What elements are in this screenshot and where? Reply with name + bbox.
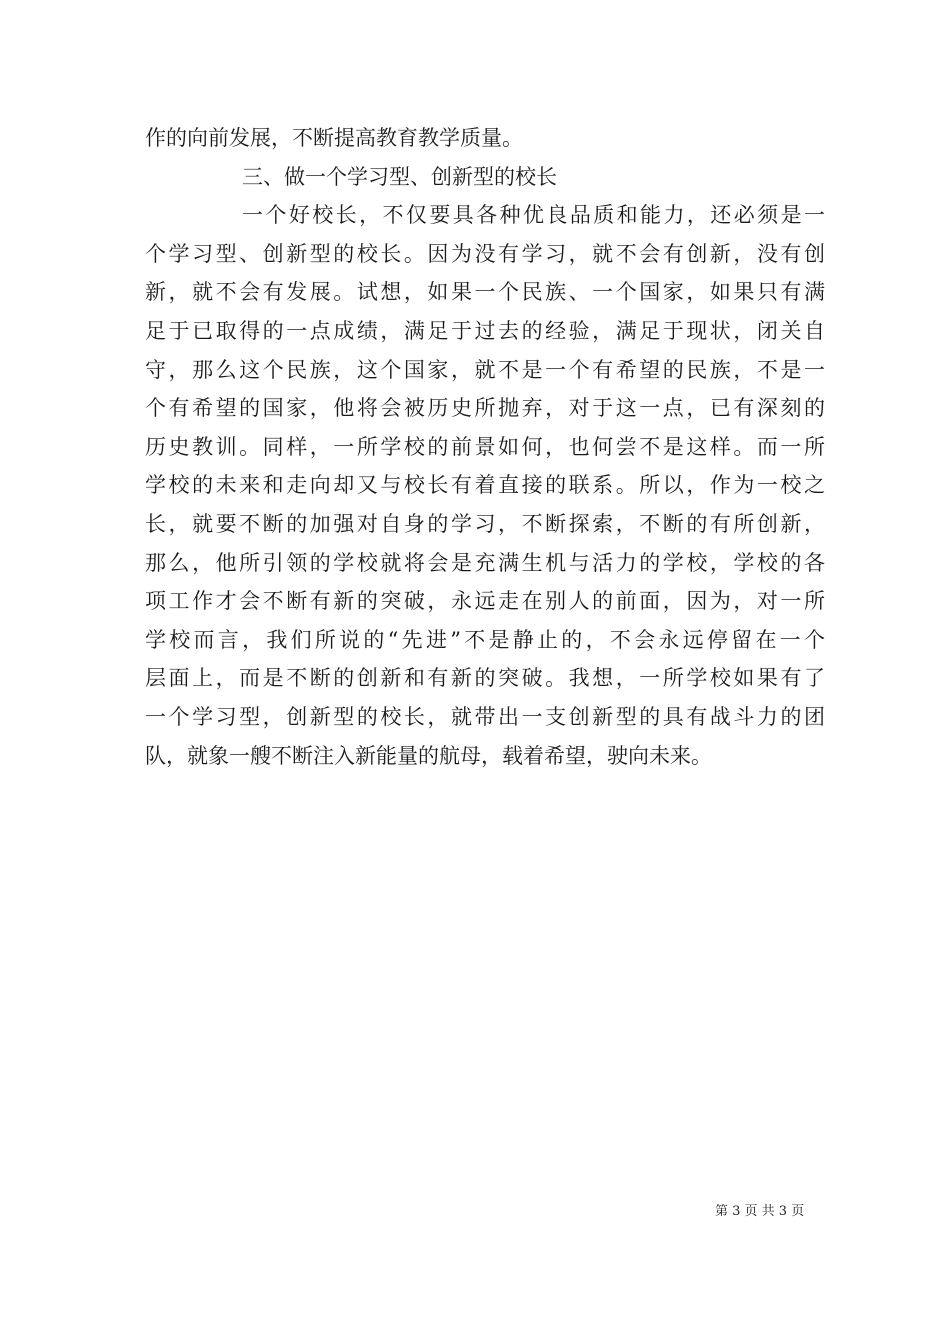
paragraph-line: 学校而言，我们所说的“先进”不是静止的，不会永远停留在一个 bbox=[145, 627, 825, 652]
paragraph-line: 那么，他所引领的学校就将会是充满生机与活力的学校，学校的各 bbox=[145, 550, 825, 575]
paragraph-line: 长，就要不断的加强对自身的学习，不断探索，不断的有所创新， bbox=[145, 511, 825, 536]
paragraph-line: 项工作才会不断有新的突破，永远走在别人的前面，因为，对一所 bbox=[145, 589, 825, 614]
paragraph-line-first: 一个好校长，不仅要具各种优良品质和能力，还必须是一 bbox=[242, 203, 825, 228]
section-heading: 三、做一个学习型、创新型的校长 bbox=[242, 164, 557, 189]
paragraph-line: 足于已取得的一点成绩，满足于过去的经验，满足于现状，闭关自 bbox=[145, 318, 825, 343]
paragraph-line: 守，那么这个民族，这个国家，就不是一个有希望的民族，不是一 bbox=[145, 357, 825, 382]
paragraph-line: 层面上，而是不断的创新和有新的突破。我想，一所学校如果有了 bbox=[145, 666, 825, 691]
paragraph-line: 新，就不会有发展。试想，如果一个民族、一个国家，如果只有满 bbox=[145, 280, 825, 305]
paragraph-line: 历史教训。同样，一所学校的前景如何，也何尝不是这样。而一所 bbox=[145, 434, 825, 459]
page-number-footer: 第 3 页 共 3 页 bbox=[715, 1204, 805, 1219]
paragraph-line-last: 队，就象一艘不断注入新能量的航母，载着希望，驶向未来。 bbox=[145, 743, 712, 768]
document-body bbox=[145, 119, 825, 775]
paragraph-line: 学校的未来和走向却又与校长有着直接的联系。所以，作为一校之 bbox=[145, 473, 825, 498]
paragraph-line-continuation: 作的向前发展，不断提高教育教学质量。 bbox=[145, 126, 523, 150]
paragraph-line: 个学习型、创新型的校长。因为没有学习，就不会有创新，没有创 bbox=[145, 241, 825, 266]
paragraph-line: 一个学习型，创新型的校长，就带出一支创新型的具有战斗力的团 bbox=[145, 704, 825, 729]
paragraph-line: 个有希望的国家，他将会被历史所抛弃，对于这一点，已有深刻的 bbox=[145, 396, 825, 421]
